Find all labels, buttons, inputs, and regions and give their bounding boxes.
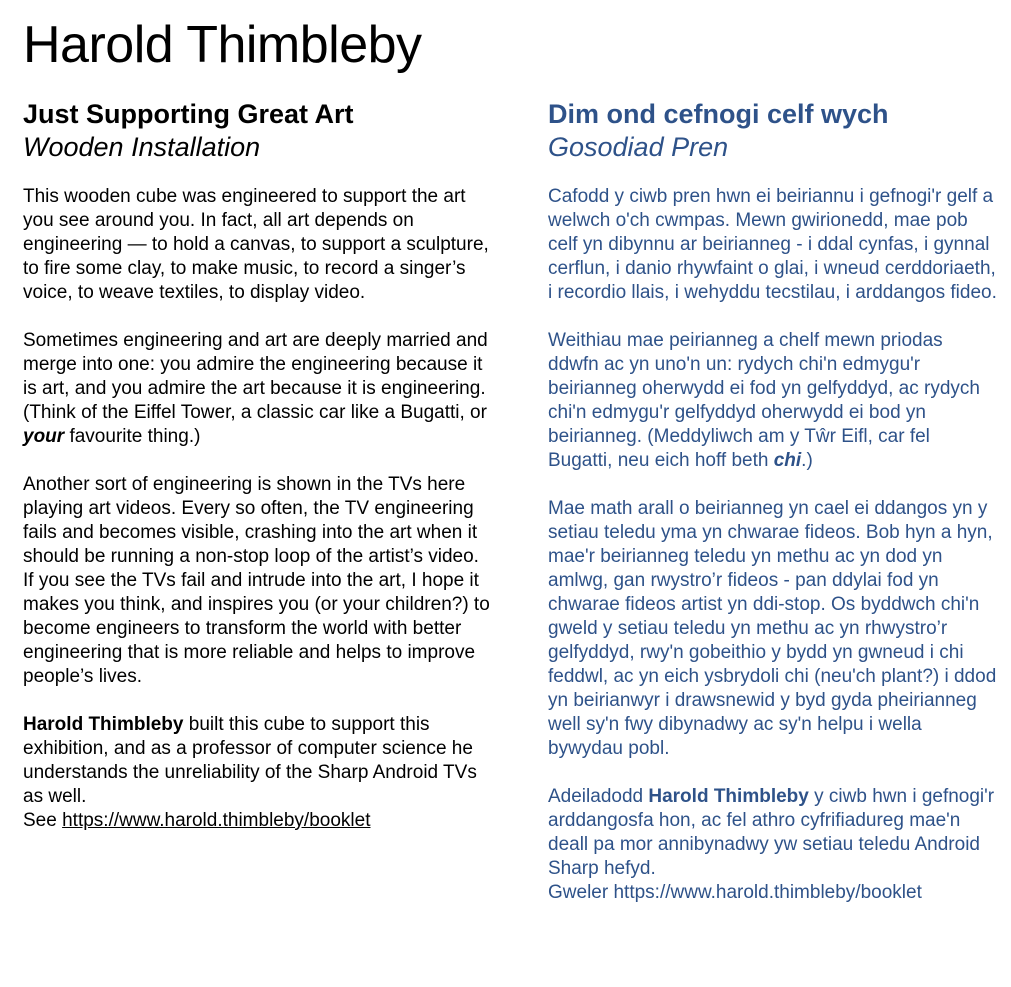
english-booklet-link[interactable]: https://www.harold.thimbleby/booklet xyxy=(62,810,371,831)
welsh-see-label: Gweler xyxy=(548,882,614,903)
english-paragraph-2 xyxy=(23,329,493,449)
welsh-booklet-link[interactable]: https://www.harold.thimbleby/booklet xyxy=(613,882,922,903)
english-paragraph-1: This wooden cube was engineered to support the art you see around you. In fact, all art depends on engineering — to hold a canvas, to support a sculpture, to fire some clay, to make music, to record a singer’s voice, to weave textiles, to display video. xyxy=(23,186,489,303)
english-paragraph-2-text-b: favourite thing.) xyxy=(64,426,201,447)
welsh-paragraph-4 xyxy=(548,785,998,905)
english-paragraph-3: Another sort of engineering is shown in the TVs here playing art videos. Every so often, the TV engineering fails and becomes visible, crashing into the art when it should be running a non-stop loop of the artist’s video. If you see the TVs fail and intrude into the art, I hope it makes you think, and inspires you (or your children?) to become engineers to transform the world with better engineering that is more reliable and helps to improve people’s lives. xyxy=(23,474,490,687)
welsh-emphasis: chi xyxy=(773,450,802,471)
english-emphasis: your xyxy=(23,426,65,447)
english-paragraph-4 xyxy=(23,713,493,833)
welsh-column xyxy=(548,98,998,929)
welsh-heading: Dim ond cefnogi celf wych xyxy=(548,99,889,129)
welsh-paragraph-3: Mae math arall o beirianneg yn cael ei ddangos yn y setiau teledu yma yn chwarae fideos. Bob hyn a hyn, mae'r beirianneg teledu yn methu ac yn dod yn amlwg, gan rwystro’r fideos - pan ddylai fod yn chwarae fideos artist yn ddi-stop. Os byddwch chi'n gweld y setiau teledu yn methu ac yn rhwystro’r gelfyddyd, rwy'n gobeithio y bydd yn gwneud i chi feddwl, ac yn eich ysbrydoli chi (neu'ch plant?) i ddod yn beirianwyr i drawsnewid y byd gyda pheirianneg well sy'n fwy dibynadwy ac sy'n helpu i wella bywydau pobl. xyxy=(548,498,997,759)
welsh-author-name: Harold Thimbleby xyxy=(648,786,809,807)
welsh-author-prefix: Adeiladodd xyxy=(548,786,649,807)
welsh-paragraph-2 xyxy=(548,329,998,473)
welsh-author-text: y ciwb hwn i gefnogi'r arddangosfa hon, ac fel athro cyfrifiadureg mae'n deall pa mor annibynadwy yw setiau teledu Android Sharp hefyd. xyxy=(548,786,995,879)
welsh-paragraph-2-text-a: Weithiau mae peirianneg a chelf mewn priodas ddwfn ac yn uno'n un: rydych chi'n edmygu'r beirianneg oherwydd ei fod yn gelfyddyd, ac rydych chi'n edmygu'r gelfyddyd oherwydd ei bod yn beirianneg. (Meddyliwch am y Tŵr Eifl, car fel Bugatti, neu eich hoff beth xyxy=(548,330,980,471)
english-subheading: Wooden Installation xyxy=(23,132,261,162)
welsh-paragraph-1: Cafodd y ciwb pren hwn ei beiriannu i gefnogi'r gelf a welwch o'ch cwmpas. Mewn gwirionedd, mae pob celf yn dibynnu ar beirianneg - i ddal cynfas, i gynnal cerflun, i danio rhywfaint o glai, i wneud cerddoriaeth, i recordio llais, i wehyddu tecstilau, i arddangos fideo. xyxy=(548,186,997,303)
english-see-label: See xyxy=(23,810,63,831)
english-author-text: built this cube to support this exhibition, and as a professor of computer science he understands the unreliability of the Sharp Android TVs as well. xyxy=(23,714,477,807)
english-author-name: Harold Thimbleby xyxy=(23,714,184,735)
welsh-paragraph-2-text-b: .) xyxy=(801,450,813,471)
page-title: Harold Thimbleby xyxy=(23,16,422,74)
welsh-subheading: Gosodiad Pren xyxy=(548,132,729,162)
english-heading: Just Supporting Great Art xyxy=(23,99,354,129)
english-column xyxy=(23,98,493,857)
english-paragraph-2-text-a: Sometimes engineering and art are deeply married and merge into one: you admire the engineering because it is art, and you admire the art because it is engineering. (Think of the Eiffel Tower, a classic car like a Bugatti, or xyxy=(23,330,488,423)
